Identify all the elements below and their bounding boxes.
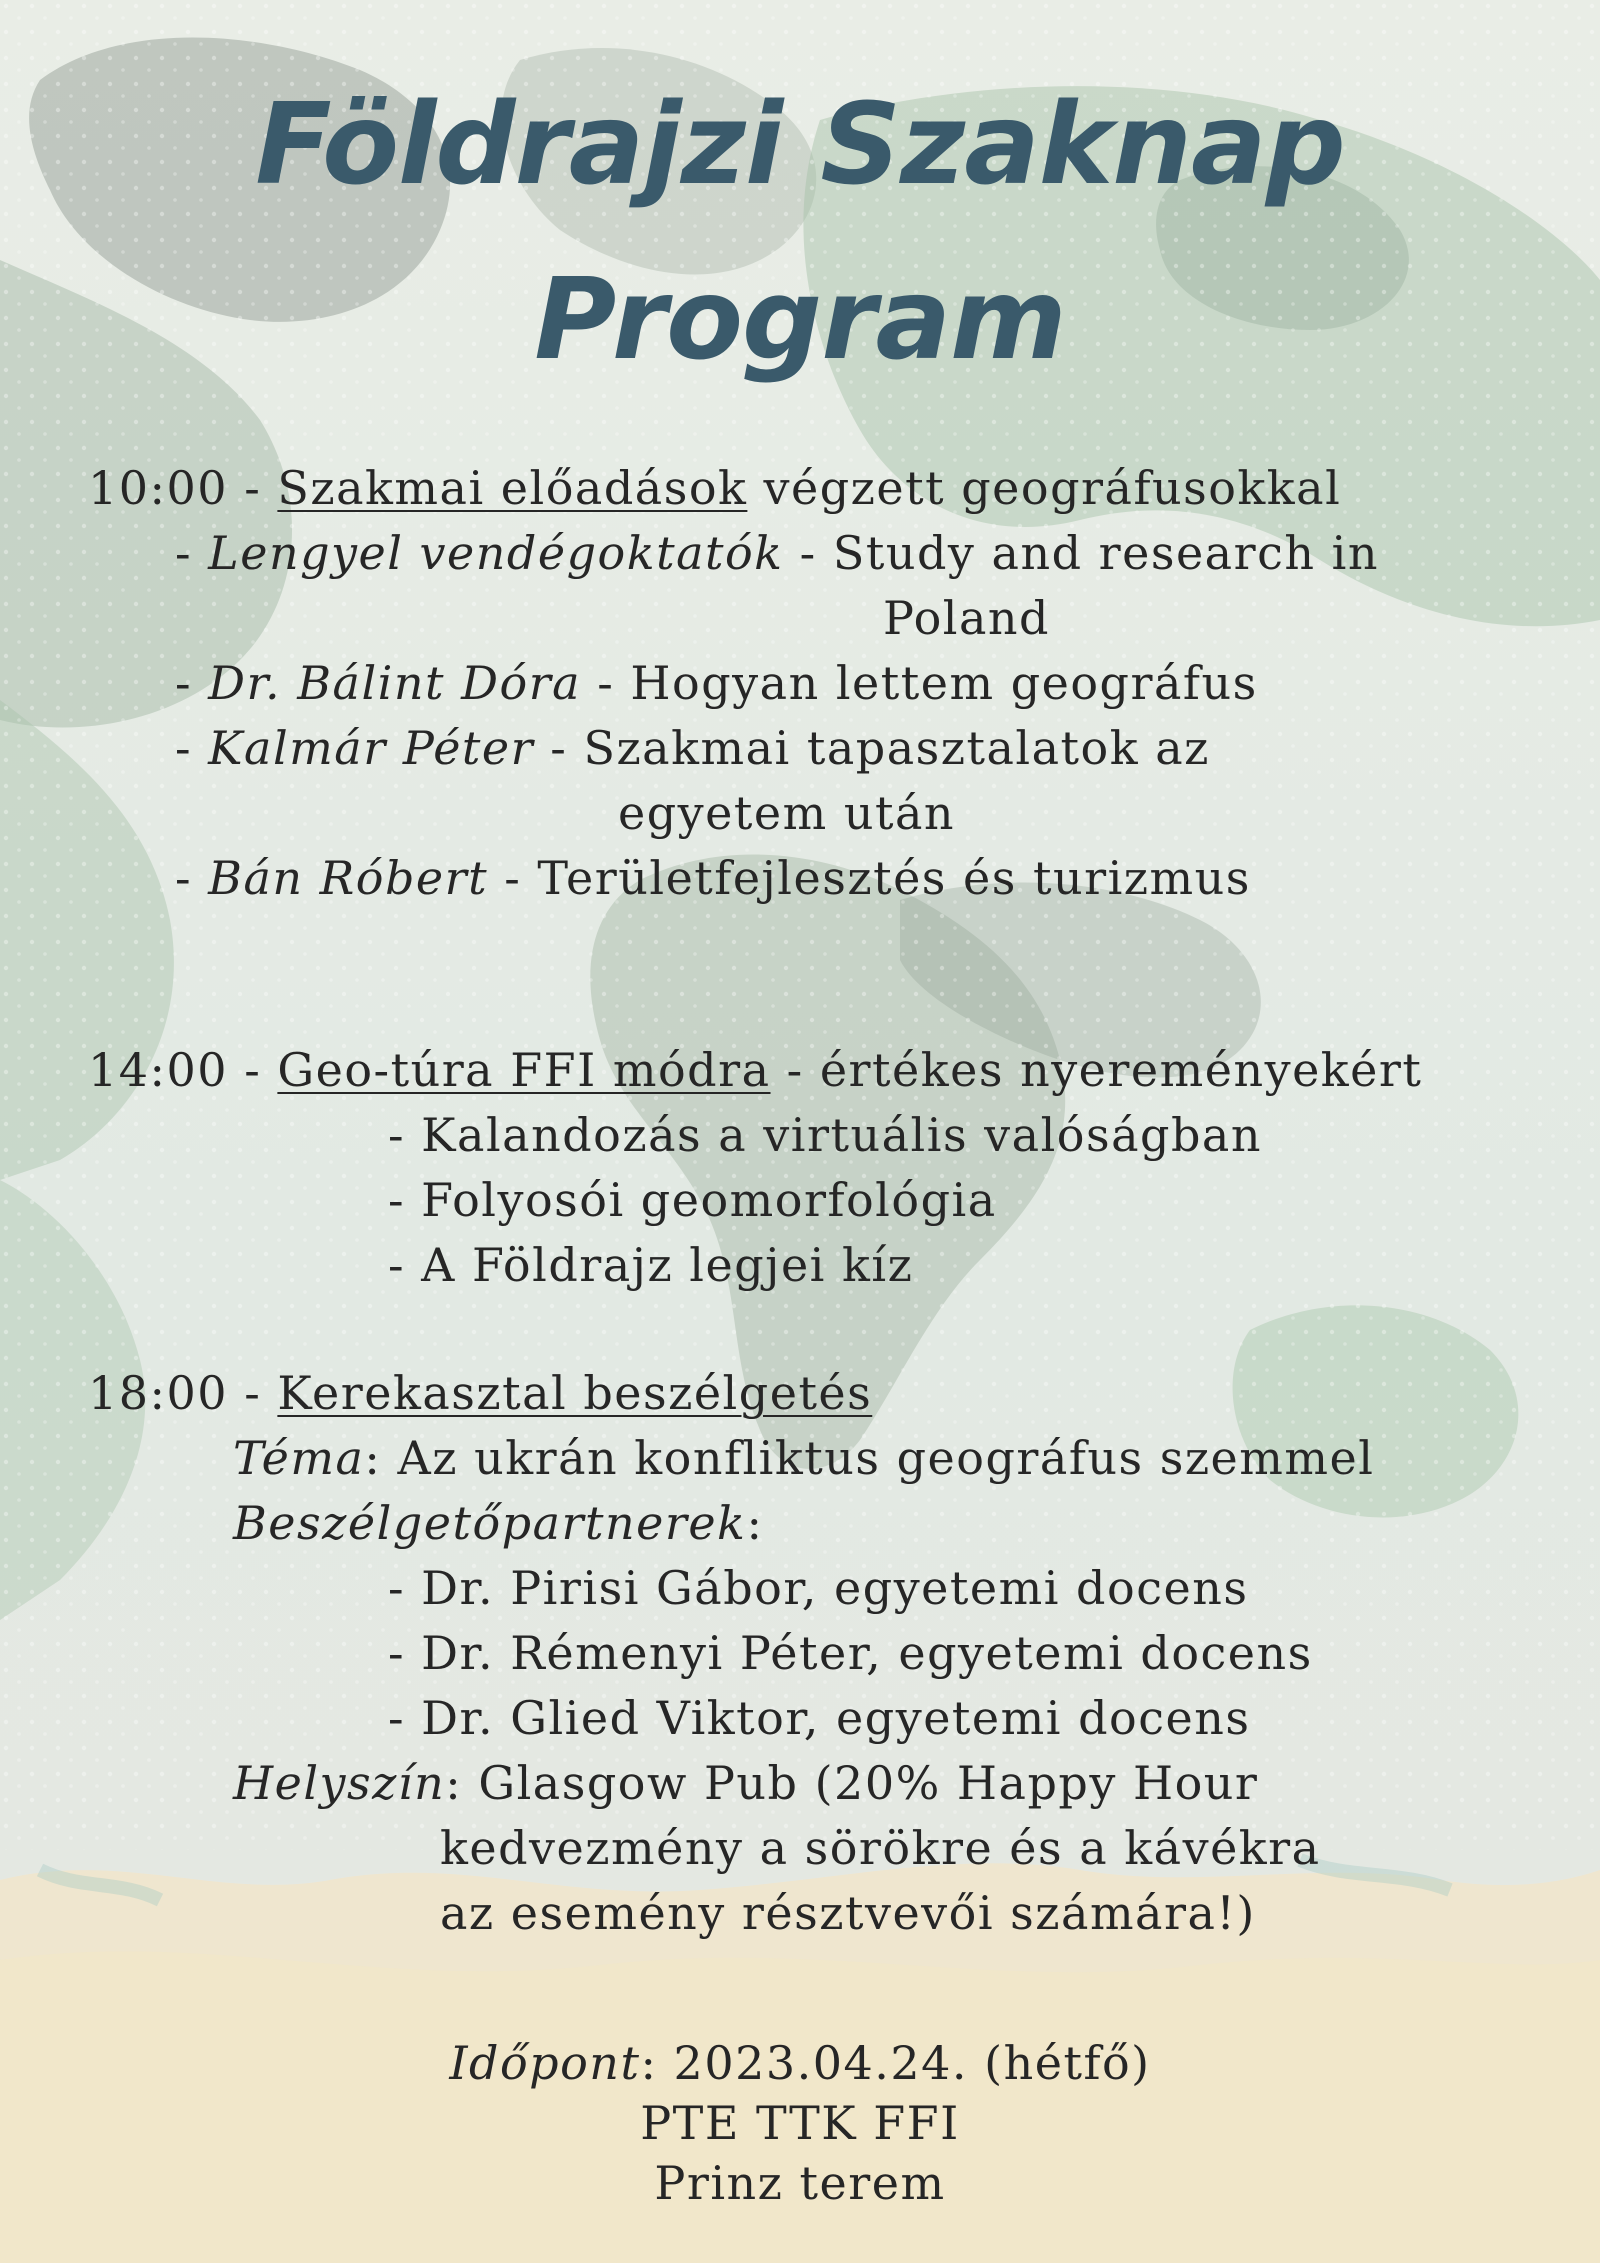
block1-item-2-topic: Hogyan lettem geográfus [630, 656, 1258, 710]
block3-venue-line3: az esemény résztvevői számára!) [440, 1886, 1256, 1940]
footer-date-text: : 2023.04.24. (hétfő) [640, 2036, 1151, 2090]
block3-time: 18:00 [88, 1366, 229, 1420]
block1-item-1-topic-cont: Poland [883, 591, 1050, 645]
footer-room: Prinz terem [654, 2156, 946, 2210]
block2-heading: Geo-túra FFI módra [277, 1043, 771, 1097]
block1-item-2-sep: - [581, 656, 631, 710]
block2-dash: - [228, 1043, 278, 1097]
page-title: Földrajzi Szaknap [255, 80, 1345, 210]
block2-item-3: - A Földrajz legjei kíz [388, 1238, 914, 1292]
block1-item-2-speaker: Dr. Bálint Dóra [208, 656, 582, 710]
block1-item-3-bullet: - [175, 721, 209, 775]
block1-item-4 [175, 851, 1251, 905]
block1-item-3 [175, 721, 1210, 775]
footer-org: PTE TTK FFI [640, 2096, 960, 2150]
block2-item-2: - Folyosói geomorfológia [388, 1173, 997, 1227]
block2-item-1: - Kalandozás a virtuális valóságban [388, 1108, 1262, 1162]
footer-date-label: Időpont [449, 2036, 641, 2090]
block3-partners-label-line [233, 1496, 764, 1550]
block1-item-3-speaker: Kalmár Péter [208, 721, 535, 775]
block1-heading: Szakmai előadások [277, 461, 748, 515]
block3-topic-label: Téma [233, 1431, 365, 1485]
block1-item-3-sep: - [534, 721, 584, 775]
block3-partner-3: - Dr. Glied Viktor, egyetemi docens [388, 1691, 1251, 1745]
block1-header [88, 461, 1342, 515]
block1-item-2-bullet: - [175, 656, 209, 710]
block3-partners-label: Beszélgetőpartnerek [233, 1496, 747, 1550]
block1-item-1-bullet: - [175, 526, 209, 580]
block1-item-1 [175, 526, 1379, 580]
block3-venue-label: Helyszín [233, 1756, 446, 1810]
block3-partner-1: - Dr. Pirisi Gábor, egyetemi docens [388, 1561, 1249, 1615]
block1-item-1-speaker: Lengyel vendégoktatók [208, 526, 784, 580]
block1-item-4-topic: Területfejlesztés és turizmus [537, 851, 1251, 905]
block3-venue-text: : Glasgow Pub (20% Happy Hour [445, 1756, 1259, 1810]
page-subtitle: Program [534, 255, 1066, 385]
block1-item-3-topic: Szakmai tapasztalatok az [583, 721, 1210, 775]
footer-date [0, 2036, 1600, 2090]
block1-item-4-sep: - [488, 851, 538, 905]
block1-item-1-topic: Study and research in [832, 526, 1379, 580]
block2-header [88, 1043, 1423, 1097]
block2-heading-rest: - értékes nyereményekért [770, 1043, 1423, 1097]
block1-time: 10:00 [88, 461, 229, 515]
block3-venue-line2: kedvezmény a sörökre és a kávékra [440, 1821, 1321, 1875]
block1-item-3-topic-cont: egyetem után [618, 786, 955, 840]
block3-heading: Kerekasztal beszélgetés [277, 1366, 873, 1420]
block2-time: 14:00 [88, 1043, 229, 1097]
block1-heading-rest: végzett geográfusokkal [747, 461, 1342, 515]
block1-item-1-sep: - [783, 526, 833, 580]
block1-item-2 [175, 656, 1258, 710]
block1-item-4-speaker: Bán Róbert [208, 851, 489, 905]
block3-dash: - [228, 1366, 278, 1420]
block3-topic [233, 1431, 1375, 1485]
block3-header [88, 1366, 873, 1420]
block3-partner-2: - Dr. Rémenyi Péter, egyetemi docens [388, 1626, 1313, 1680]
block3-topic-text: : Az ukrán konfliktus geográfus szemmel [364, 1431, 1375, 1485]
block1-dash: - [228, 461, 278, 515]
block3-partners-colon: : [746, 1496, 764, 1550]
block1-item-4-bullet: - [175, 851, 209, 905]
block3-venue [233, 1756, 1259, 1810]
